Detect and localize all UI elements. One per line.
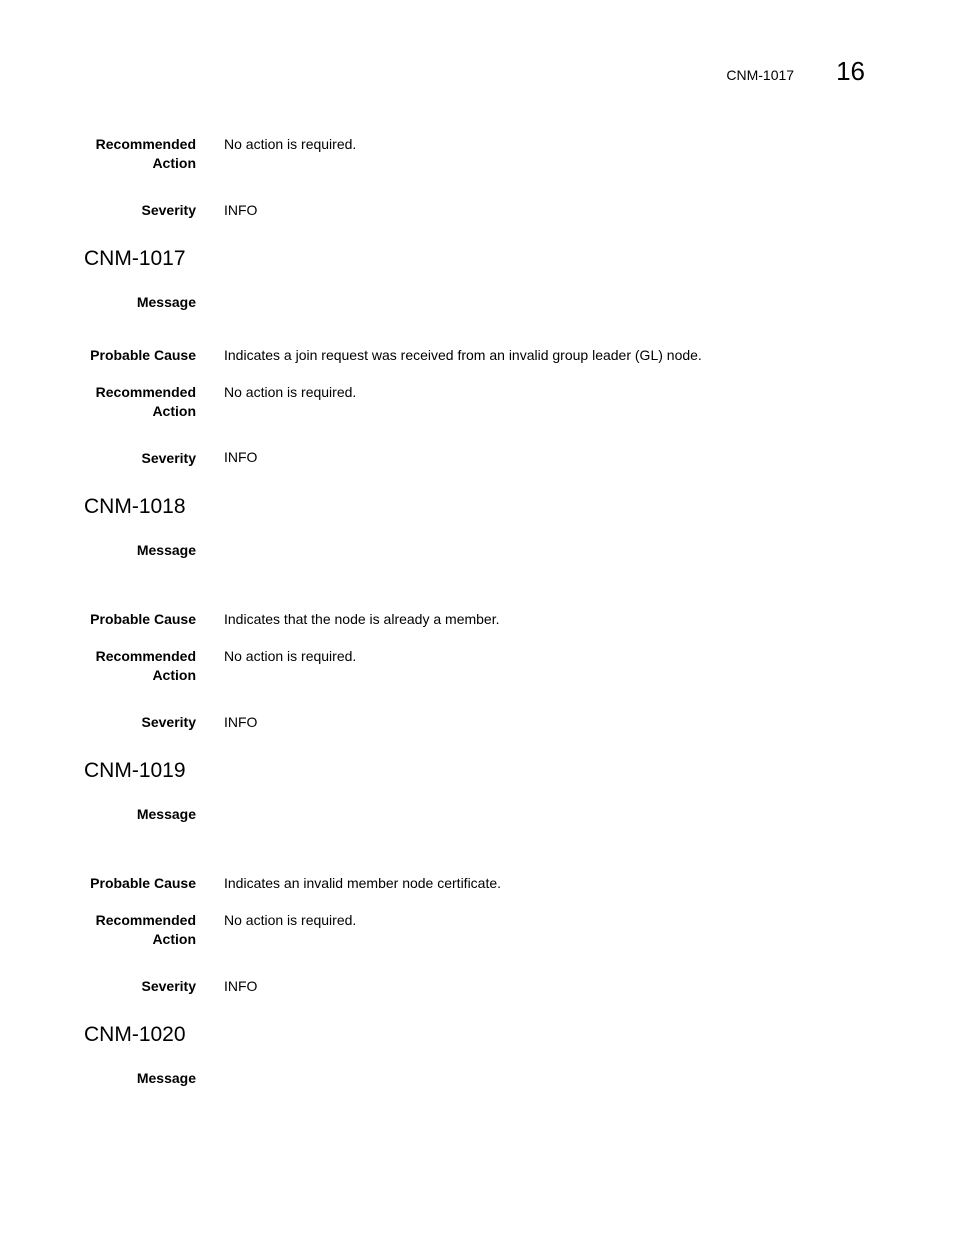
field-label-probable-cause: Probable Cause xyxy=(90,347,196,363)
label-text: Recommended Action xyxy=(95,384,196,419)
field-value-probable-cause: Indicates that the node is already a member. xyxy=(224,611,500,627)
field-value-severity: INFO xyxy=(224,714,258,730)
field-label-message: Message xyxy=(136,806,196,822)
field-label-message: Message xyxy=(136,1070,196,1086)
field-label-severity: Severity xyxy=(141,714,196,730)
header-chapter-number: 16 xyxy=(836,56,865,86)
field-label-message: Message xyxy=(136,542,196,558)
entry-title: CNM-1018 xyxy=(84,495,186,518)
field-label-probable-cause: Probable Cause xyxy=(90,611,196,627)
label-text: Recommended Action xyxy=(95,136,196,171)
field-label-severity: Severity xyxy=(141,202,196,218)
field-value-recommended-action: No action is required. xyxy=(224,648,357,664)
field-value-severity: INFO xyxy=(224,202,258,218)
entry-title: CNM-1020 xyxy=(84,1023,186,1046)
field-label-severity: Severity xyxy=(141,450,196,466)
field-value-probable-cause: Indicates an invalid member node certificate. xyxy=(224,875,502,891)
entry-title: CNM-1019 xyxy=(84,759,186,782)
field-value-severity: INFO xyxy=(224,449,258,465)
label-text: Recommended Action xyxy=(95,912,196,947)
field-value-severity: INFO xyxy=(224,978,258,994)
header-section: CNM-1017 xyxy=(726,67,795,83)
field-value-recommended-action: No action is required. xyxy=(224,384,357,400)
field-value-probable-cause: Indicates a join request was received from an invalid group leader (GL) node. xyxy=(224,347,702,363)
field-value-recommended-action: No action is required. xyxy=(224,912,357,928)
field-label-recommended-action xyxy=(60,911,196,949)
page-header xyxy=(726,56,865,87)
field-label-message: Message xyxy=(136,294,196,310)
field-label-recommended-action xyxy=(60,135,196,173)
field-label-severity: Severity xyxy=(141,978,196,994)
field-value-recommended-action: No action is required. xyxy=(224,136,357,152)
field-label-probable-cause: Probable Cause xyxy=(90,875,196,891)
field-label-recommended-action xyxy=(60,647,196,685)
field-label-recommended-action xyxy=(60,383,196,421)
entry-title: CNM-1017 xyxy=(84,247,186,270)
label-text: Recommended Action xyxy=(95,648,196,683)
